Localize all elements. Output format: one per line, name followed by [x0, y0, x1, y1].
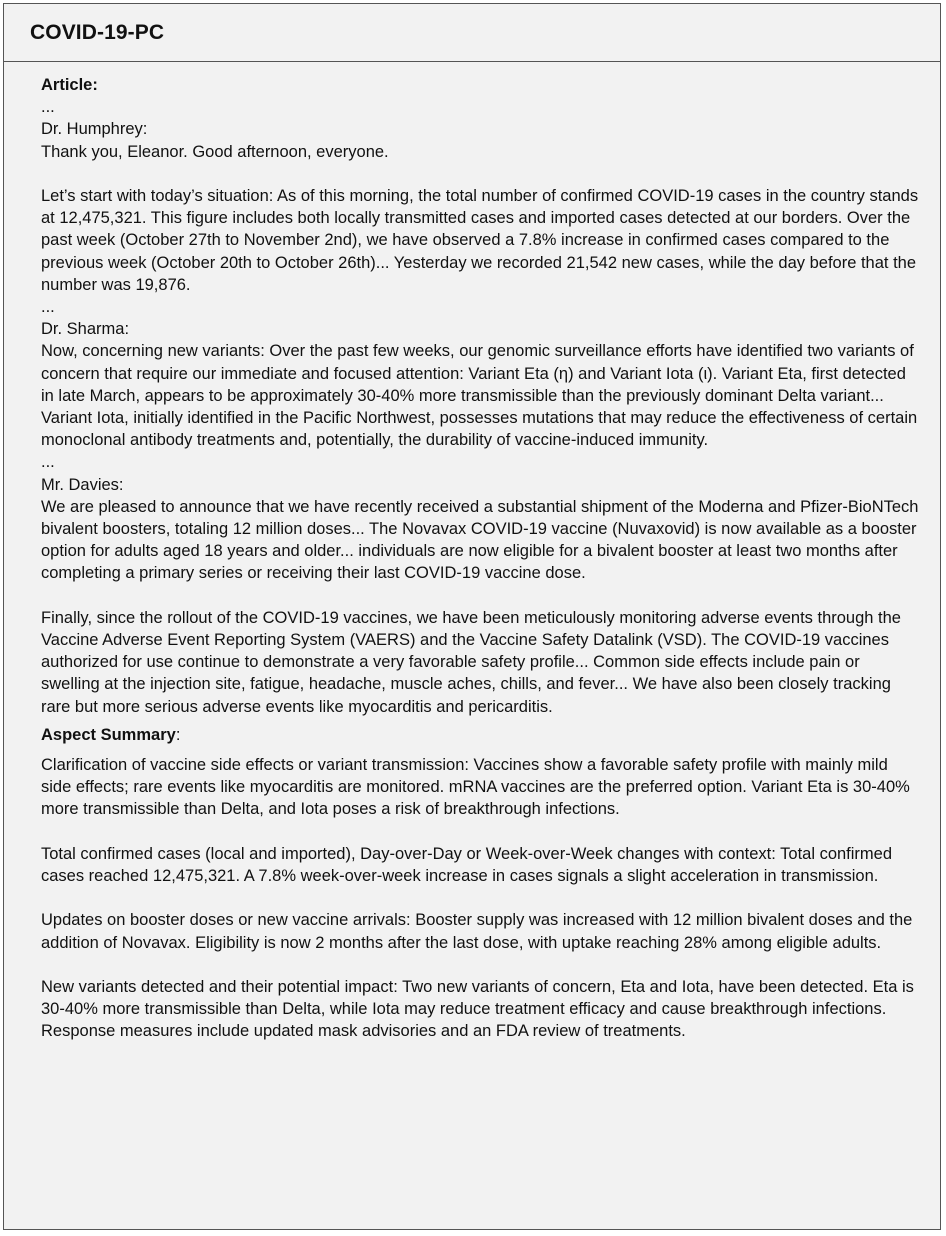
aspect-summary-colon: : [175, 725, 181, 744]
ellipsis-2: ... [41, 298, 55, 317]
document-panel [3, 3, 941, 1230]
paragraph-variants: Now, concerning new variants: Over the past few weeks, our genomic surveillance efforts have identified two variants of concern that require our immediate and focused attention: Variant Eta (η) and Variant Iota (ι). Variant Eta, first detected in late March, appears to be approximately 30-40% more transmissible than the previously dominant Delta variant... Variant Iota, initially identified in the Pacific Northwest, possesses mutations that may reduce the effectiveness of certain monoclonal antibody treatments and, potentially, the durability of vaccine-induced immunity. [41, 342, 918, 450]
article-label: Article: [41, 76, 98, 94]
speaker-humphrey: Dr. Humphrey: [41, 120, 148, 139]
aspect-summary-heading [41, 724, 922, 746]
ellipsis-1: ... [41, 98, 55, 117]
document-header [4, 4, 940, 62]
paragraph-safety: Finally, since the rollout of the COVID-19 vaccines, we have been meticulously monitoring adverse events through the Vaccine Adverse Event Reporting System (VAERS) and the Vaccine Safety Datalink (VSD). The COVID-19 vaccines authorized for use continue to demonstrate a very favorable safety profile... Common side effects include pain or swelling at the injection site, fatigue, headache, muscle aches, chills, and fever... We have also been closely tracking rare but more serious adverse events like myocarditis and pericarditis. [41, 608, 901, 716]
summary-item: Total confirmed cases (local and imported), Day-over-Day or Week-over-Week changes with context: Total confirmed cases reached 12,475,321. A 7.8% week-over-week increase in cases signals a slight acceleration in transmission. [41, 844, 893, 886]
ellipsis-3: ... [41, 453, 55, 472]
paragraph-boosters: We are pleased to announce that we have recently received a substantial shipment of the Moderna and Pfizer-BioNTech bivalent boosters, totaling 12 million doses... The Novavax COVID-19 vaccine (Nuvaxovid) is now available as a booster option for adults aged 18 years and older... individuals are now eligible for a bivalent booster at least two months after completing a primary series or receiving their last COVID-19 vaccine dose. [41, 497, 919, 583]
paragraph-situation: Let’s start with today’s situation: As of this morning, the total number of confirmed COVID-19 cases in the country stands at 12,475,321. This figure includes both locally transmitted cases and imported cases detected at our borders. Over the past week (October 27th to November 2nd), we have observed a 7.8% increase in confirmed cases compared to the previous week (October 20th to October 26th)... Yesterday we recorded 21,542 new cases, while the day before that the number was 19,876. [41, 187, 919, 294]
summary-item: New variants detected and their potential impact: Two new variants of concern, Eta and Iota, have been detected. Eta is 30-40% more transmissible than Delta, while Iota may reduce treatment efficacy and cause breakthrough infections. Response measures include updated mask advisories and an FDA review of treatments. [41, 978, 914, 1041]
speaker-davies: Mr. Davies: [41, 475, 124, 494]
paragraph-greeting: Thank you, Eleanor. Good afternoon, everyone. [41, 142, 389, 161]
summary-item: Clarification of vaccine side effects or variant transmission: Vaccines show a favorable safety profile with mainly mild side effects; rare events like myocarditis are monitored. mRNA vaccines are the preferred option. Variant Eta is 30-40% more transmissible than Delta, and Iota poses a risk of breakthrough infections. [41, 756, 910, 819]
aspect-summary-label: Aspect Summary [41, 725, 176, 744]
document-title: COVID-19-PC [30, 20, 165, 44]
speaker-sharma: Dr. Sharma: [41, 320, 130, 339]
summary-item: Updates on booster doses or new vaccine arrivals: Booster supply was increased with 12 million bivalent doses and the addition of Novavax. Eligibility is now 2 months after the last dose, with uptake reaching 28% among eligible adults. [41, 911, 913, 952]
document-body [4, 62, 940, 1043]
